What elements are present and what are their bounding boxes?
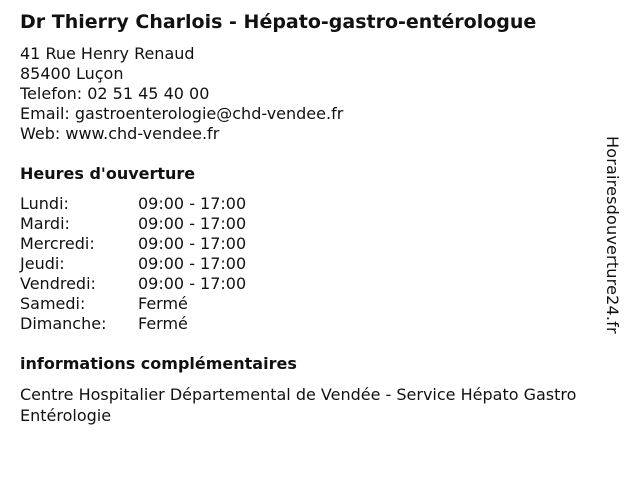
email-address: Email: gastroenterologie@chd-vendee.fr (20, 104, 344, 123)
day-label: Samedi: (20, 294, 86, 313)
opening-hours-list (20, 194, 350, 334)
day-label: Dimanche: (20, 314, 107, 333)
hours-value: 09:00 - 17:00 (138, 234, 247, 253)
hours-value: 09:00 - 17:00 (138, 194, 247, 213)
opening-hours-row-mardi (20, 214, 350, 234)
side-brand-text: Horairesdouverture24.fr (603, 136, 622, 334)
opening-hours-row-samedi (20, 294, 350, 314)
opening-hours-row-mercredi (20, 234, 350, 254)
hours-value: 09:00 - 17:00 (138, 214, 247, 233)
day-label: Mardi: (20, 214, 70, 233)
hours-value: Fermé (138, 294, 188, 313)
hours-value: 09:00 - 17:00 (138, 274, 247, 293)
opening-hours-row-vendredi (20, 274, 350, 294)
opening-hours-heading: Heures d'ouverture (20, 164, 196, 183)
opening-hours-row-dimanche (20, 314, 350, 334)
phone-number: Telefon: 02 51 45 40 00 (20, 84, 210, 103)
website-address: Web: www.chd-vendee.fr (20, 124, 220, 143)
hours-value: Fermé (138, 314, 188, 333)
day-label: Jeudi: (20, 254, 65, 273)
hours-value: 09:00 - 17:00 (138, 254, 247, 273)
contact-details (20, 44, 343, 144)
additional-information-heading: informations complémentaires (20, 354, 297, 373)
day-label: Lundi: (20, 194, 69, 213)
opening-hours-row-lundi (20, 194, 350, 214)
additional-information-text: Centre Hospitalier Départemental de Vendée - Service Hépato Gastro Entérologie (20, 385, 577, 425)
page-title: Dr Thierry Charlois - Hépato-gastro-entérologue (20, 11, 537, 33)
opening-hours-row-jeudi (20, 254, 350, 274)
day-label: Mercredi: (20, 234, 95, 253)
address-line-2: 85400 Luçon (20, 64, 124, 83)
address-line-1: 41 Rue Henry Renaud (20, 44, 195, 63)
day-label: Vendredi: (20, 274, 96, 293)
